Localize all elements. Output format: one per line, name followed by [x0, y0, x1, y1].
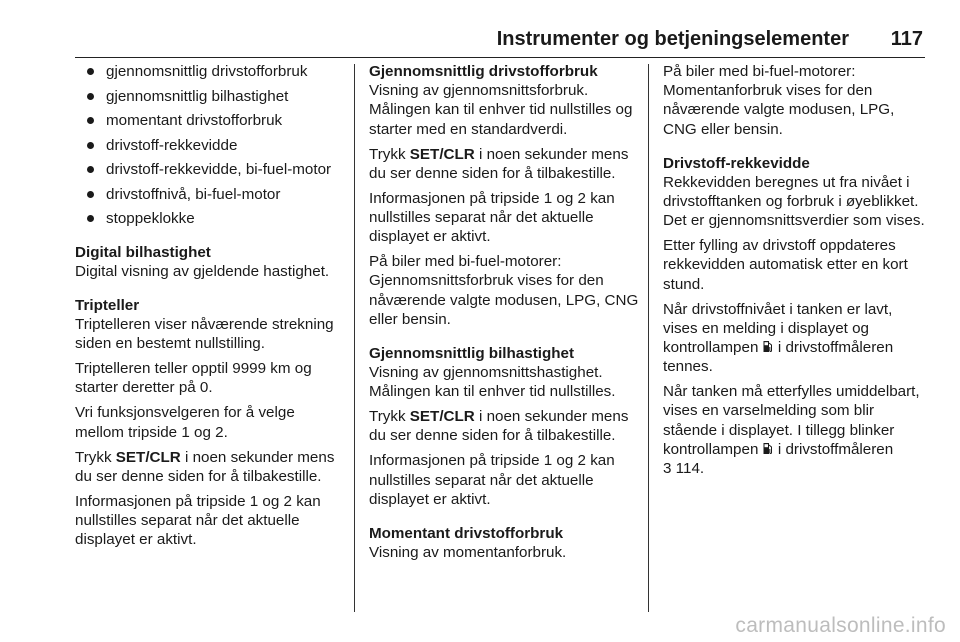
trip-paragraph: Triptelleren viser nåværende strekning siden en bestemt nullstilling. — [75, 315, 334, 353]
range-paragraph: Når tanken må etterfylles umiddelbart, vises en varselmelding som blir stående i displayet. I tillegg blinker kontrollampen i drivstoffmåleren 3 114. — [663, 383, 920, 478]
range-heading: Drivstoff-rekkevidde — [663, 154, 810, 172]
avg-fuel-paragraph: Visning av gjennomsnittsforbruk. Målingen kan til enhver tid nullstilles og starter med en standardverdi. — [369, 82, 633, 138]
bullet-icon — [87, 191, 94, 198]
set-clr-label: SET/CLR — [115, 448, 181, 466]
digital-speed-heading: Digital bilhastighet — [75, 243, 211, 261]
digital-speed-text: Digital visning av gjeldende hastighet. — [75, 262, 330, 280]
avg-fuel-paragraph: Trykk SET/CLR i noen sekunder mens du ser denne siden for å tilbakestille. — [369, 145, 629, 182]
instant-fuel-paragraph: Visning av momentanforbruk. — [369, 544, 567, 562]
avg-speed-heading: Gjennomsnittlig bilhastighet — [369, 344, 575, 362]
column-divider-2 — [648, 64, 649, 612]
trip-paragraph: Trykk SET/CLR i noen sekunder mens du ser denne siden for å tilbakestille. — [75, 448, 335, 485]
list-item: momentant drivstofforbruk — [75, 111, 343, 130]
avg-speed-paragraph: Visning av gjennomsnittshastighet. Målingen kan til enhver tid nullstilles. — [369, 364, 616, 401]
bullet-list — [75, 62, 343, 228]
list-item: gjennomsnittlig drivstofforbruk — [75, 62, 343, 81]
bullet-icon — [87, 142, 94, 149]
avg-fuel-paragraph: På biler med bi-fuel-motorer: Gjennomsnittsforbruk vises for den nåværende valgte modusen, LPG, CNG eller bensin. — [369, 253, 639, 328]
bullet-icon — [87, 68, 94, 75]
column-divider-1 — [354, 64, 355, 612]
watermark: carmanualsonline.info — [735, 614, 946, 637]
range-paragraph: Etter fylling av drivstoff oppdateres rekkevidden automatisk etter en kort stund. — [663, 237, 908, 293]
bullet-icon — [87, 93, 94, 100]
list-item: drivstoffnivå, bi-fuel-motor — [75, 185, 343, 204]
avg-fuel-heading: Gjennomsnittlig drivstofforbruk — [369, 63, 598, 80]
column-1 — [75, 62, 343, 555]
range-paragraph: Når drivstoffnivået i tanken er lavt, vises en melding i displayet og kontrollampen i drivstoffmåleren tennes. — [663, 300, 894, 376]
reference-arrow-icon: 3 — [663, 460, 672, 478]
bullet-icon — [87, 117, 94, 124]
trip-paragraph: Vri funksjonsvelgeren for å velge mellom tripside 1 og 2. — [75, 404, 295, 441]
page-reference[interactable]: 3 114. — [663, 460, 705, 478]
set-clr-label: SET/CLR — [409, 408, 475, 426]
trip-paragraph: Triptelleren teller opptil 9999 km og starter deretter på 0. — [75, 360, 312, 397]
avg-speed-paragraph: Informasjonen på tripside 1 og 2 kan nullstilles separat når det aktuelle displayet er aktivt. — [369, 452, 615, 508]
instant-fuel-heading: Momentant drivstofforbruk — [369, 524, 564, 542]
list-item: drivstoff-rekkevidde — [75, 136, 343, 155]
column-3 — [663, 62, 927, 484]
set-clr-label: SET/CLR — [409, 145, 475, 163]
bullet-icon — [87, 166, 94, 173]
trip-heading: Tripteller — [75, 296, 140, 314]
bullet-icon — [87, 215, 94, 222]
page-title: Instrumenter og betjeningselementer — [496, 28, 849, 50]
list-item: drivstoff-rekkevidde, bi-fuel-motor — [75, 160, 343, 179]
trip-paragraph: Informasjonen på tripside 1 og 2 kan nullstilles separat når det aktuelle displayet er aktivt. — [75, 492, 321, 549]
page-header — [75, 27, 925, 58]
page-number: 117 — [890, 28, 923, 50]
list-item: gjennomsnittlig bilhastighet — [75, 87, 343, 106]
range-paragraph: Rekkevidden beregnes ut fra nivået i drivstofftanken og forbruk i øyeblikket. Det er gjennomsnittsverdier som vises. — [663, 173, 925, 230]
avg-fuel-paragraph: Informasjonen på tripside 1 og 2 kan nullstilles separat når det aktuelle displayet er aktivt. — [369, 189, 615, 246]
list-item: stoppeklokke — [75, 209, 343, 228]
column-2 — [369, 62, 641, 568]
fuel-pump-icon — [763, 442, 773, 455]
avg-speed-paragraph: Trykk SET/CLR i noen sekunder mens du ser denne siden for å tilbakestille. — [369, 408, 629, 445]
bifuel-intro: På biler med bi-fuel-motorer: Momentanforbruk vises for den nåværende valgte modusen, LPG, CNG eller bensin. — [663, 63, 895, 138]
fuel-pump-icon — [763, 340, 773, 353]
